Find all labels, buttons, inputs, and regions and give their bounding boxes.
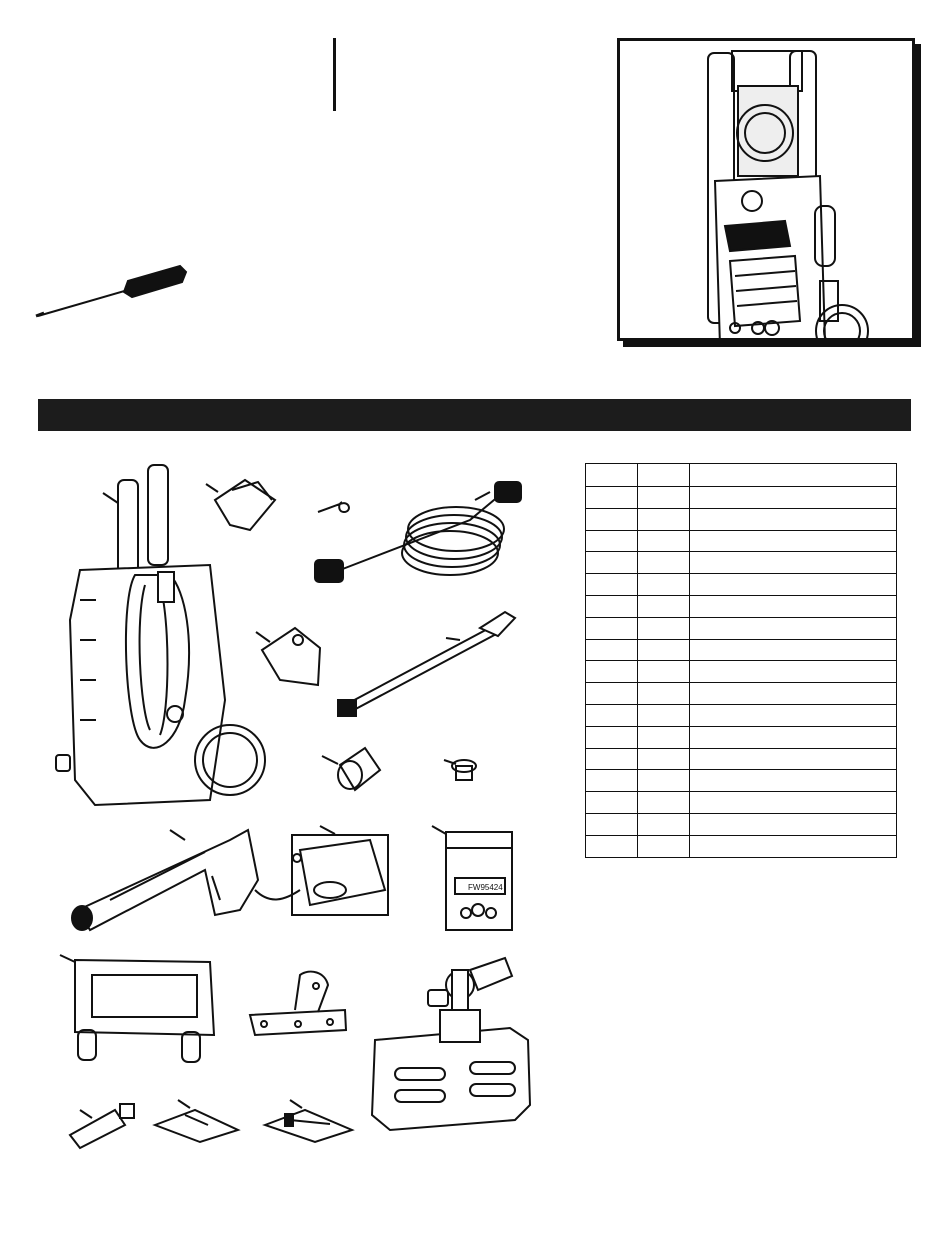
table-cell — [638, 748, 690, 770]
table-cell — [638, 552, 690, 574]
wire-clip-icon — [318, 502, 349, 512]
table-cell — [690, 487, 897, 509]
table-row — [586, 704, 897, 726]
table-row — [586, 813, 897, 835]
table-header-row — [586, 464, 897, 487]
table-cell — [690, 530, 897, 552]
table-cell — [690, 552, 897, 574]
table-cell — [638, 704, 690, 726]
table-cell — [690, 835, 897, 857]
table-cell — [690, 748, 897, 770]
table-cell — [638, 617, 690, 639]
table-cell — [690, 683, 897, 705]
table-cell — [690, 574, 897, 596]
table-cell — [690, 726, 897, 748]
table-cell — [690, 770, 897, 792]
table-cell — [586, 574, 638, 596]
high-pressure-hose-icon — [315, 482, 521, 582]
table-cell — [690, 813, 897, 835]
table-row — [586, 661, 897, 683]
table-cell — [638, 487, 690, 509]
turbo-nozzle-icon — [70, 1104, 134, 1148]
table-cell — [586, 639, 638, 661]
table-cell — [586, 726, 638, 748]
table-cell — [638, 835, 690, 857]
screw-bag-icon — [155, 1100, 238, 1142]
table-cell — [586, 595, 638, 617]
hook-bracket-icon — [206, 480, 275, 530]
table-row — [586, 508, 897, 530]
table-cell — [638, 574, 690, 596]
table-row — [586, 748, 897, 770]
table-cell — [586, 748, 638, 770]
table-cell — [586, 813, 638, 835]
table-cell — [586, 530, 638, 552]
storage-bracket-icon — [256, 628, 320, 685]
table-header-cell — [586, 464, 638, 487]
table-header-cell — [638, 464, 690, 487]
mounting-plate-icon — [250, 972, 346, 1035]
table-cell — [638, 508, 690, 530]
table-row — [586, 617, 897, 639]
table-cell — [690, 792, 897, 814]
table-cell — [586, 704, 638, 726]
table-row — [586, 574, 897, 596]
table-cell — [586, 792, 638, 814]
table-cell — [638, 639, 690, 661]
table-header-cell — [690, 464, 897, 487]
table-cell — [690, 595, 897, 617]
table-cell — [586, 617, 638, 639]
table-row — [586, 639, 897, 661]
table-row — [586, 552, 897, 574]
table-cell — [586, 661, 638, 683]
o-ring-package-icon — [432, 826, 512, 930]
table-cell — [690, 617, 897, 639]
table-cell — [638, 661, 690, 683]
table-row — [586, 683, 897, 705]
table-row — [586, 770, 897, 792]
table-cell — [690, 661, 897, 683]
bolt-bag-icon — [265, 1100, 352, 1142]
table-cell — [638, 813, 690, 835]
table-cell — [586, 552, 638, 574]
table-cell — [690, 508, 897, 530]
table-cell — [586, 835, 638, 857]
table-row — [586, 530, 897, 552]
table-cell — [586, 770, 638, 792]
hose-adapter-icon — [322, 748, 380, 790]
handle-icon — [60, 955, 214, 1062]
table-cell — [638, 683, 690, 705]
table-row — [586, 835, 897, 857]
table-cell — [586, 508, 638, 530]
table-cell — [638, 595, 690, 617]
table-row — [586, 595, 897, 617]
detergent-bottle-icon — [372, 958, 530, 1130]
quick-connect-nozzle-icon — [444, 760, 476, 780]
table-row — [586, 792, 897, 814]
spray-lance-icon — [338, 612, 515, 716]
table-cell — [690, 639, 897, 661]
table-cell — [638, 770, 690, 792]
gun-detail-inset — [255, 826, 388, 915]
parts-list-table — [585, 463, 897, 858]
package-code-label: FW95424 — [468, 883, 503, 892]
table-cell — [638, 792, 690, 814]
table-cell — [638, 530, 690, 552]
table-cell — [690, 704, 897, 726]
spray-gun-icon — [72, 830, 258, 930]
table-cell — [586, 487, 638, 509]
table-row — [586, 487, 897, 509]
table-cell — [638, 726, 690, 748]
table-cell — [586, 683, 638, 705]
table-row — [586, 726, 897, 748]
